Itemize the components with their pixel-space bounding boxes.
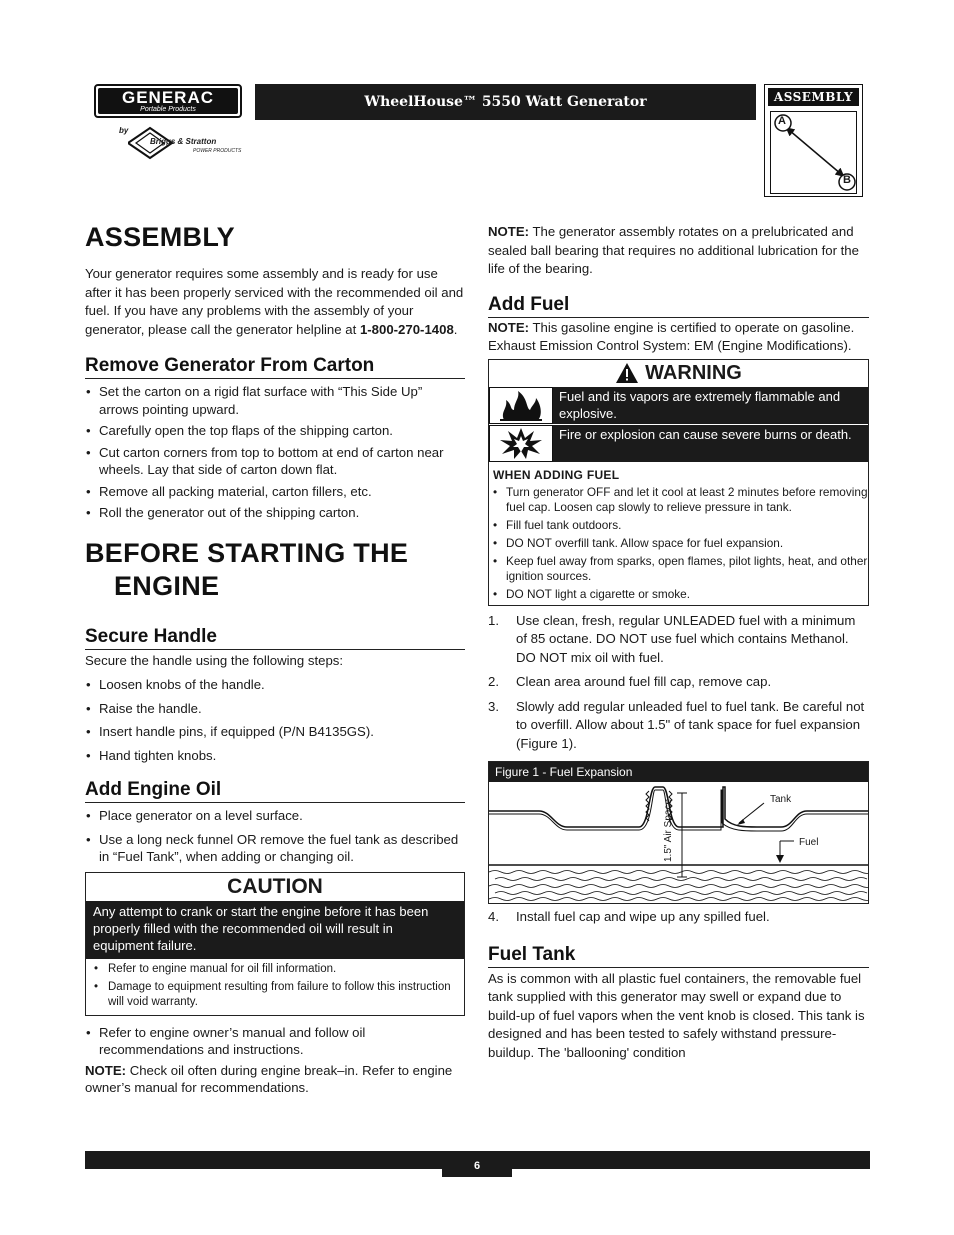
- helpline-number: 1-800-270-1408: [359, 321, 454, 337]
- generac-logo: [94, 84, 242, 118]
- step-text: Install fuel cap and wipe up any spilled fuel.: [516, 909, 770, 924]
- list-item: • Refer to engine manual for oil fill information.: [86, 962, 464, 977]
- assembly-intro-text: Your generator requires some assembly and is ready for use after it has been properly serviced with the recommended oil and fuel. If you have any problems with the assembly of your generator, please call the generator helpline at: [85, 266, 464, 337]
- explosion-icon: [489, 425, 553, 462]
- step-number: 3.: [488, 698, 499, 714]
- icon-letter-a: A: [778, 115, 786, 127]
- fuel-tank-heading: Fuel Tank: [488, 944, 869, 968]
- note-label: NOTE:: [488, 319, 530, 335]
- list-item: • Turn generator OFF and let it cool at least 2 minutes before removing fuel cap. Loosen cap slowly to relieve pressure in tank.: [489, 485, 868, 515]
- assembly-heading: ASSEMBLY: [85, 222, 235, 252]
- list-item: • Raise the handle.: [85, 700, 465, 718]
- caution-message: Any attempt to crank or start the engine before it has been properly filled with the recommended oil will result in equipment failure.: [86, 901, 464, 959]
- warning-flammable-text: Fuel and its vapors are extremely flammable and explosive.: [553, 387, 868, 424]
- bearing-note: [488, 223, 869, 279]
- list-item: • Keep fuel away from sparks, open flames, pilot lights, heat, and other ignition sources.: [489, 554, 868, 584]
- warning-subheading: WHEN ADDING FUEL: [493, 467, 620, 482]
- step-item: [488, 673, 869, 692]
- warning-box: [488, 359, 869, 606]
- left-column: [85, 215, 465, 1097]
- warning-row-flammable: [489, 386, 868, 424]
- flame-icon: [489, 387, 553, 424]
- remove-carton-list: [85, 383, 465, 522]
- partner-name: Briggs & Stratton: [150, 137, 217, 146]
- gasoline-note: [488, 319, 869, 356]
- step-number: 2.: [488, 674, 499, 689]
- list-item: • DO NOT overfill tank. Allow space for fuel expansion.: [489, 536, 868, 551]
- note-text: This gasoline engine is certified to operate on gasoline. Exhaust Emission Control System: EM (Engine Modifications).: [488, 319, 855, 353]
- add-fuel-heading: Add Fuel: [488, 294, 869, 318]
- list-item: • Hand tighten knobs.: [85, 747, 465, 765]
- step-number: 1.: [488, 612, 499, 628]
- warning-row-explosion: [489, 424, 868, 462]
- list-item: • Use a long neck funnel OR remove the fuel tank as described in “Fuel Tank”, when adding or changing oil.: [85, 831, 465, 866]
- brand-sub: Portable Products: [140, 106, 196, 113]
- caution-box: [85, 872, 465, 1016]
- step-text: Use clean, fresh, regular UNLEADED fuel with a minimum of 85 octane. DO NOT use fuel which contains Methanol. DO NOT mix oil with fuel.: [516, 612, 856, 665]
- step-text: Clean area around fuel fill cap, remove cap.: [516, 674, 772, 689]
- icon-letter-b: B: [843, 174, 851, 186]
- add-engine-oil-heading: Add Engine Oil: [85, 779, 465, 803]
- fuel-label: Fuel: [799, 837, 819, 848]
- assembly-intro-end: .: [453, 321, 458, 337]
- before-starting-heading: [85, 537, 465, 603]
- page-number: 6: [442, 1151, 512, 1177]
- note-text: The generator assembly rotates on a prelubricated and sealed ball bearing that requires no additional lubrication for the life of the bearing.: [488, 224, 859, 276]
- list-item: • Fill fuel tank outdoors.: [489, 518, 868, 533]
- note-text: Check oil often during engine break–in. Refer to engine owner’s manual for recommendations.: [85, 1062, 453, 1095]
- fuel-steps: [488, 612, 869, 754]
- secure-handle-heading: Secure Handle: [85, 626, 465, 650]
- add-oil-list: [85, 807, 465, 866]
- step-text: Slowly add regular unleaded fuel to fuel tank. Be careful not to overfill. Allow about 1.5" of tank space for fuel expansion (Figure 1).: [516, 698, 865, 751]
- list-item: • Set the carton on a rigid flat surface with “This Side Up” arrows pointing upward.: [85, 383, 465, 418]
- secure-handle-intro: Secure the handle using the following steps:: [85, 652, 344, 668]
- list-item: • Damage to equipment resulting from failure to follow this instruction will void warranty.: [86, 980, 464, 1010]
- list-item: • DO NOT light a cigarette or smoke.: [489, 587, 868, 602]
- step-number: 4.: [488, 909, 499, 924]
- list-item: • Carefully open the top flaps of the shipping carton.: [85, 422, 465, 440]
- assembly-icon-graphic: [770, 111, 857, 194]
- warning-header: [489, 360, 868, 386]
- note-label: NOTE:: [85, 1062, 127, 1078]
- fuel-tank-text: As is common with all plastic fuel containers, the removable fuel tank supplied with this generator may swell or expand due to build-up of fuel vapors when the vent knob is closed. This tank is designed and has been tested to safely withstand pressure-buildup. The 'ballooning' condition: [488, 970, 865, 1060]
- tank-label: Tank: [770, 794, 792, 805]
- list-item: • Roll the generator out of the shipping carton.: [85, 504, 465, 522]
- partner-sub: POWER PRODUCTS: [193, 148, 242, 154]
- fuel-expansion-figure: [488, 761, 869, 904]
- remove-carton-heading: Remove Generator From Carton: [85, 355, 465, 379]
- document-title: WheelHouse™ 5550 Watt Generator: [255, 84, 756, 120]
- step-item: [488, 612, 869, 668]
- list-item: • Cut carton corners from top to bottom at end of carton near wheels. Lay that side of carton down flat.: [85, 444, 465, 479]
- step-item: [488, 908, 869, 927]
- list-item: • Remove all packing material, carton fillers, etc.: [85, 483, 465, 501]
- before-starting-line1: BEFORE STARTING THE: [85, 537, 409, 568]
- oil-note: [85, 1062, 465, 1097]
- assembly-intro: [85, 265, 465, 339]
- warning-triangle-icon: [615, 362, 639, 384]
- note-label: NOTE:: [488, 224, 530, 239]
- fuel-step-4: [488, 908, 869, 927]
- list-item: • Place generator on a level surface.: [85, 807, 465, 825]
- list-item: • Insert handle pins, if equipped (P/N B4135GS).: [85, 723, 465, 741]
- warning-list: [489, 485, 868, 605]
- brand-name: GENERAC: [121, 88, 214, 107]
- before-starting-line2: ENGINE: [114, 570, 220, 601]
- caution-list: [86, 962, 464, 1015]
- list-item: • Refer to engine owner’s manual and follow oil recommendations and instructions.: [85, 1024, 465, 1059]
- warning-explosion-text: Fire or explosion can cause severe burns or death.: [553, 425, 868, 462]
- secure-handle-list: [85, 676, 465, 764]
- warning-title: WARNING: [645, 361, 742, 384]
- list-item: • Loosen knobs of the handle.: [85, 676, 465, 694]
- assembly-icon-label: ASSEMBLY: [768, 88, 859, 106]
- assembly-section-icon: [764, 84, 863, 197]
- oil-followup-list: [85, 1024, 465, 1059]
- right-column: [488, 223, 869, 1062]
- caution-title: CAUTION: [227, 874, 323, 898]
- figure-caption: Figure 1 - Fuel Expansion: [489, 762, 868, 782]
- air-space-label: 1.5" Air Space: [663, 798, 675, 863]
- by-label: by: [119, 126, 129, 135]
- step-item: [488, 698, 869, 754]
